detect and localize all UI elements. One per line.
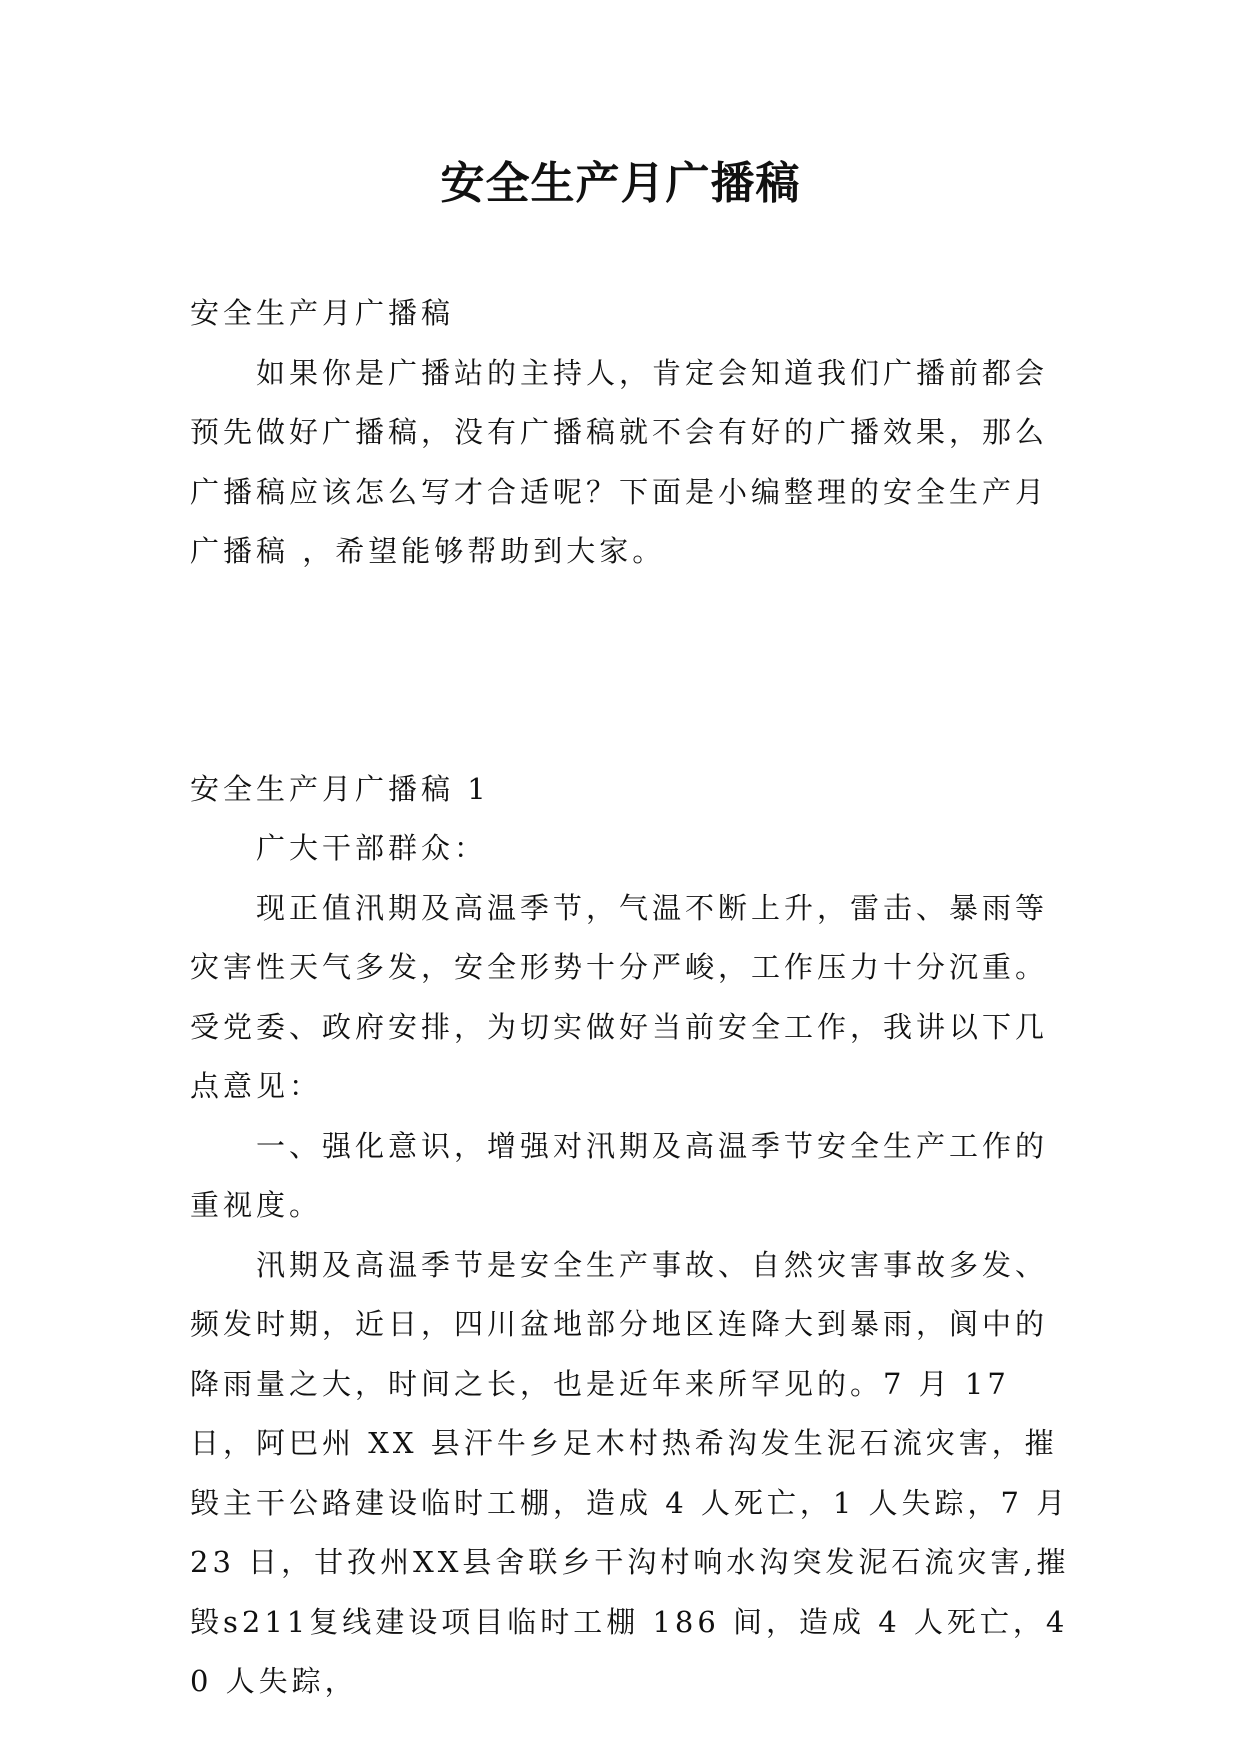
intro-paragraph: 如果你是广播站的主持人，肯定会知道我们广播前都会预先做好广播稿，没有广播稿就不会有好的广播效果，那么广播稿应该怎么写才合适呢？下面是小编整理的安全生产月广播稿 ，希望能够帮助到大家。 — [190, 355, 1049, 568]
document-body — [190, 284, 1070, 1712]
point-heading-paragraph: 一、强化意识，增强对汛期及高温季节安全生产工作的重视度。 — [190, 1128, 1049, 1222]
section-heading: 安全生产月广播稿 1 — [190, 771, 490, 806]
document-title: 安全生产月广播稿 — [440, 158, 801, 209]
body-paragraph: 汛期及高温季节是安全生产事故、自然灾害事故多发、频发时期，近日，四川盆地部分地区连降大到暴雨，阆中的降雨量之大，时间之长，也是近年来所罕见的。7 月 17 日，阿巴州 XX 县汗牛乡足木村热希沟发生泥石流灾害，摧毁主干公路建设临时工棚，造成 4 人死亡，1 人失踪，7 月 23 日，甘孜州XX县舍联乡干沟村响水沟突发泥石流灾害,摧毁s211复线建设项目临时工棚 186 间，造成 4 人死亡，40 人失踪， — [190, 1247, 1070, 1698]
body-paragraph: 现正值汛期及高温季节，气温不断上升，雷击、暴雨等灾害性天气多发，安全形势十分严峻，工作压力十分沉重。受党委、政府安排，为切实做好当前安全工作，我讲以下几点意见： — [190, 890, 1049, 1103]
subtitle-paragraph: 安全生产月广播稿 — [190, 296, 455, 330]
salutation-paragraph: 广大干部群众： — [256, 831, 488, 865]
section-spacer — [190, 582, 1070, 760]
